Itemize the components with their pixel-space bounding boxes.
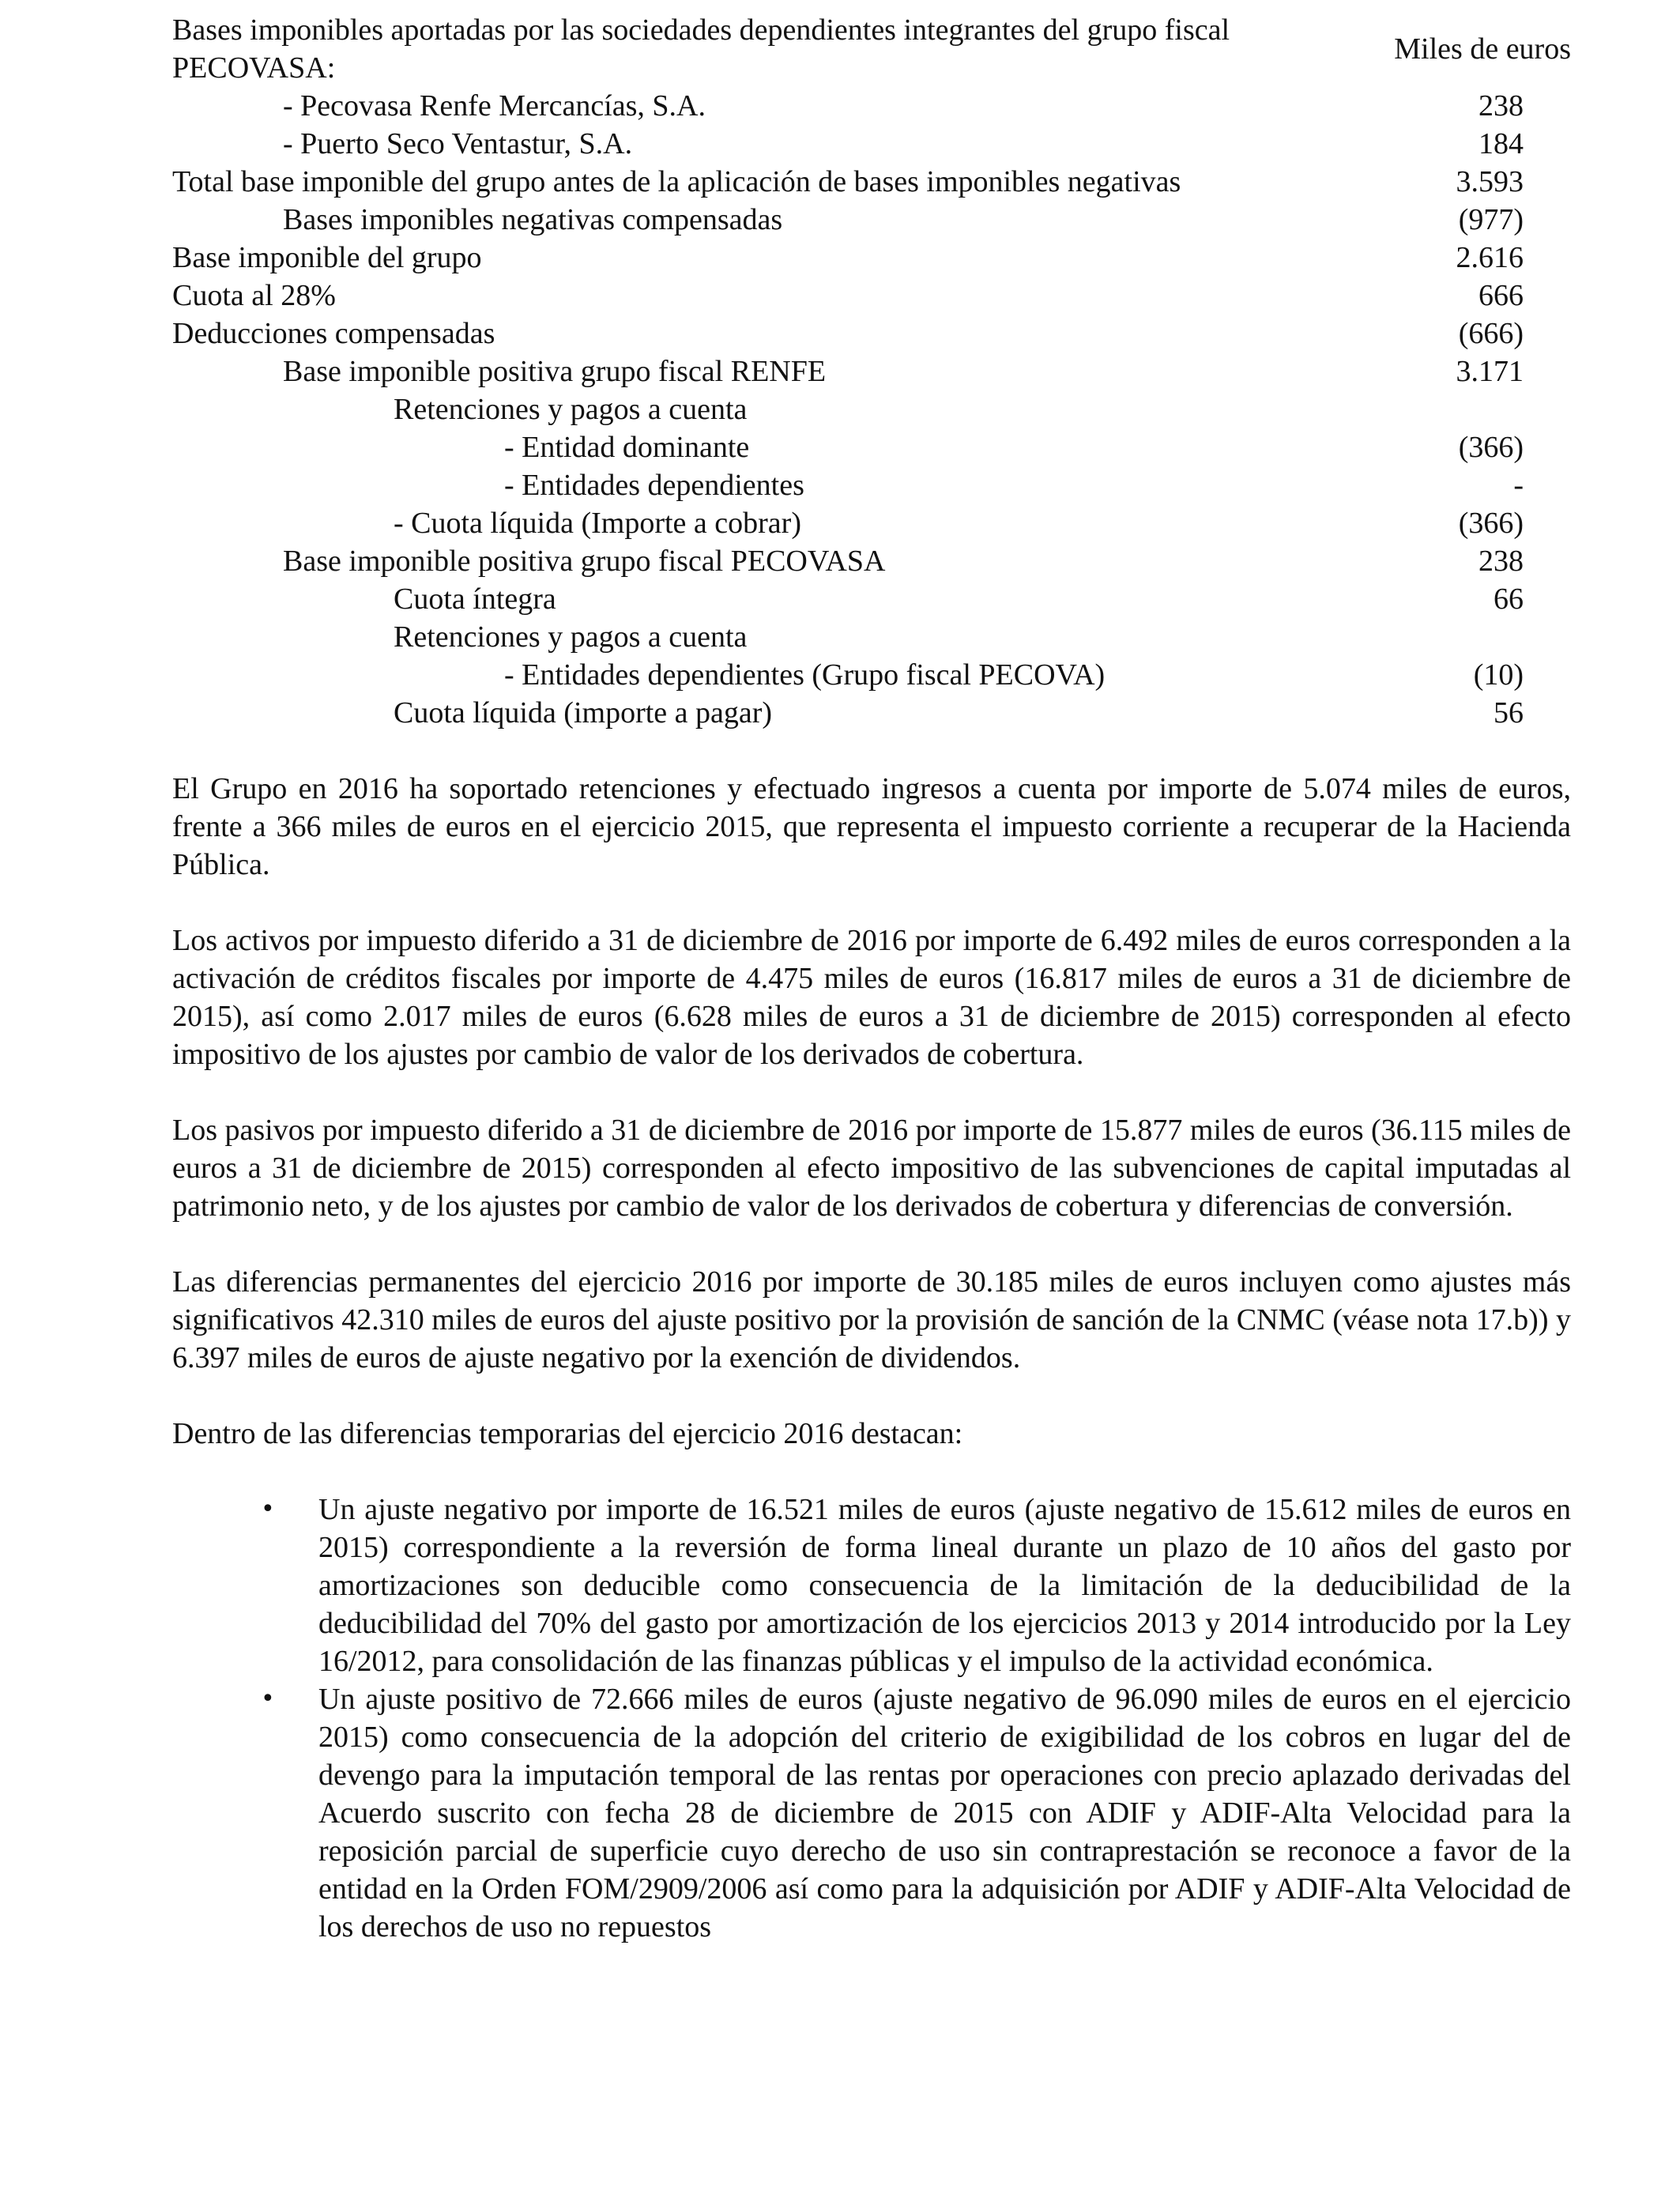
row-value: (366) (1458, 507, 1524, 540)
row-value: (977) (1458, 203, 1524, 236)
bullet-icon: • (261, 1495, 275, 1523)
row-label: - Cuota líquida (Importe a cobrar) (394, 507, 801, 540)
table-row (172, 618, 1571, 656)
row-label: - Entidades dependientes (504, 469, 804, 502)
document-page (172, 11, 1571, 1946)
row-label: - Pecovasa Renfe Mercancías, S.A. (283, 89, 706, 123)
paragraph-temporary-differences-intro: Dentro de las diferencias temporarias del ejercicio 2016 destacan: (172, 1417, 963, 1450)
row-value: 56 (1494, 696, 1524, 729)
row-value: 3.171 (1456, 355, 1524, 388)
paragraph-deferred-tax-assets: Los activos por impuesto diferido a 31 de diciembre de 2016 por importe de 6.492 miles de euros corresponden a la activación de créditos fiscales por importe de 4.475 miles de euros (16.817 miles de euros a 31 de diciembre de 2015), así como 2.017 miles de euros (6.628 miles de euros a 31 de diciembre de 2015) corresponden al efecto impositivo de los ajustes por cambio de valor de los derivados de cobertura. (172, 924, 1571, 1071)
list-item-text: Un ajuste negativo por importe de 16.521 miles de euros (ajuste negativo de 15.612 miles de euros en 2015) correspondiente a la reversión de forma lineal durante un plazo de 10 años del gasto por amortizaciones son deducible como consecuencia de la limitación de la deducibilidad de la deducibilidad del 70% del gasto por amortización de los ejercicios 2013 y 2014 introducido por la Ley 16/2012, para consolidación de las finanzas públicas y el impulso de la actividad económica. (318, 1493, 1571, 1678)
paragraph-deferred-tax-liabilities: Los pasivos por impuesto diferido a 31 de diciembre de 2016 por importe de 15.877 miles de euros (36.115 miles de euros a 31 de diciembre de 2015) corresponden al efecto impositivo de las subvenciones de capital imputadas al patrimonio neto, y de los ajustes por cambio de valor de los derivados de cobertura y diferencias de conversión. (172, 1114, 1571, 1223)
row-label: Base imponible positiva grupo fiscal PECOVASA (283, 545, 886, 578)
row-label: Cuota íntegra (394, 582, 556, 616)
list-item (172, 1491, 1571, 1680)
row-value: (366) (1458, 431, 1524, 464)
table-row (172, 390, 1571, 428)
table-row (172, 87, 1571, 125)
table-header (172, 11, 1571, 87)
row-label: - Puerto Seco Ventastur, S.A. (283, 127, 633, 160)
table-header-label: Bases imponibles aportadas por las sociedades dependientes integrantes del grupo fiscal PECOVASA: (172, 13, 1230, 85)
row-value: 238 (1478, 545, 1524, 578)
row-label: Retenciones y pagos a cuenta (394, 620, 748, 654)
table-row (172, 428, 1571, 466)
row-label: Total base imponible del grupo antes de la aplicación de bases imponibles negativas (172, 165, 1181, 198)
table-row (172, 694, 1571, 732)
table-unit-label: Miles de euros (1394, 32, 1571, 66)
table-row (172, 163, 1571, 201)
row-value: - (1513, 469, 1524, 502)
row-label: Deducciones compensadas (172, 317, 495, 350)
tax-base-table (172, 11, 1571, 732)
table-row (172, 656, 1571, 694)
table-row (172, 352, 1571, 390)
row-value: 238 (1478, 89, 1524, 123)
table-row (172, 315, 1571, 352)
row-value: 3.593 (1456, 165, 1524, 198)
row-label: Bases imponibles negativas compensadas (283, 203, 783, 236)
row-value: 2.616 (1456, 241, 1524, 274)
table-row (172, 466, 1571, 504)
table-row (172, 239, 1571, 277)
row-label: Retenciones y pagos a cuenta (394, 393, 748, 426)
bullet-icon: • (261, 1685, 275, 1713)
table-row (172, 277, 1571, 315)
table-row (172, 504, 1571, 542)
table-row (172, 125, 1571, 163)
table-row (172, 201, 1571, 239)
row-label: - Entidad dominante (504, 431, 750, 464)
table-row (172, 580, 1571, 618)
row-label: Base imponible del grupo (172, 241, 482, 274)
paragraph-current-tax: El Grupo en 2016 ha soportado retenciones y efectuado ingresos a cuenta por importe de 5.074 miles de euros, frente a 366 miles de euros en el ejercicio 2015, que representa el impuesto corriente a recuperar de la Hacienda Pública. (172, 772, 1571, 881)
paragraph-permanent-differences: Las diferencias permanentes del ejercicio 2016 por importe de 30.185 miles de euros incluyen como ajustes más significativos 42.310 miles de euros del ajuste positivo por la provisión de sanción de la CNMC (véase nota 17.b)) y 6.397 miles de euros de ajuste negativo por la exención de dividendos. (172, 1265, 1571, 1374)
row-label: Cuota al 28% (172, 279, 336, 312)
list-item-text: Un ajuste positivo de 72.666 miles de euros (ajuste negativo de 96.090 miles de euros en el ejercicio 2015) como consecuencia de la adopción del criterio de exigibilidad de los cobros en lugar del de devengo para la imputación temporal de las rentas por operaciones con precio aplazado derivadas del Acuerdo suscrito con fecha 28 de diciembre de 2015 con ADIF y ADIF-Alta Velocidad para la reposición parcial de superficie cuyo derecho de uso sin contraprestación se reconoce a favor de la entidad en la Orden FOM/2909/2006 así como para la adquisición por ADIF y ADIF-Alta Velocidad de los derechos de uso no repuestos (318, 1683, 1571, 1943)
row-value: (666) (1458, 317, 1524, 350)
row-value: 66 (1494, 582, 1524, 616)
table-row (172, 542, 1571, 580)
row-value: (10) (1473, 658, 1524, 692)
temporary-differences-list (172, 1491, 1571, 1946)
row-label: Base imponible positiva grupo fiscal RENFE (283, 355, 827, 388)
row-label: Cuota líquida (importe a pagar) (394, 696, 773, 729)
list-item (172, 1680, 1571, 1946)
row-value: 666 (1478, 279, 1524, 312)
row-label: - Entidades dependientes (Grupo fiscal PECOVA) (504, 658, 1106, 692)
row-value: 184 (1478, 127, 1524, 160)
